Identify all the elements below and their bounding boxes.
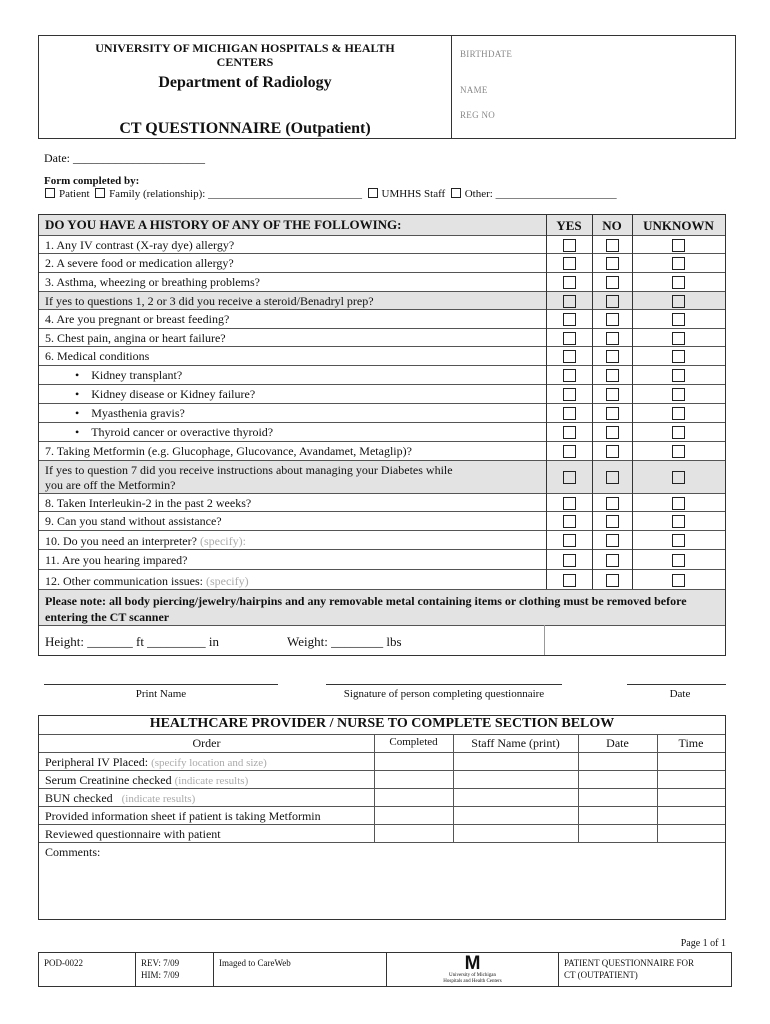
- question-text: [75, 406, 185, 420]
- question-row: [39, 346, 725, 365]
- form-code: POD-0022: [39, 953, 136, 986]
- question-row: [39, 403, 725, 422]
- question-row: [39, 384, 725, 403]
- print-name-label: Print Name: [135, 688, 187, 700]
- doc-title-line-1: PATIENT QUESTIONNAIRE FOR: [564, 958, 695, 968]
- patient-option: Patient: [59, 188, 90, 200]
- order-label: [45, 773, 248, 788]
- height-field[interactable]: Height: _______ ft _________ in: [45, 634, 220, 649]
- signature-label: Signature of person completing questionnaire: [343, 688, 545, 700]
- answer-unknown-checkbox[interactable]: [672, 239, 685, 252]
- order-row: [39, 752, 725, 770]
- name-label: NAME: [460, 85, 488, 95]
- measurements-row: [39, 625, 725, 655]
- answer-yes-checkbox[interactable]: [563, 574, 576, 587]
- bullet-icon: •: [75, 406, 80, 420]
- staff-checkbox[interactable]: [368, 188, 378, 198]
- answer-yes-checkbox[interactable]: [563, 407, 576, 420]
- answer-no-checkbox[interactable]: [606, 257, 619, 270]
- answer-unknown-checkbox[interactable]: [672, 276, 685, 289]
- questionnaire-heading: DO YOU HAVE A HISTORY OF ANY OF THE FOLLOWING:: [45, 217, 402, 232]
- question-hint: (specify): [205, 574, 249, 588]
- answer-unknown-checkbox[interactable]: [672, 369, 685, 382]
- department-name: Department of Radiology: [158, 74, 332, 91]
- order-label: [45, 755, 267, 770]
- family-option: Family (relationship): ____________________________: [109, 188, 363, 200]
- column-divider: [592, 215, 593, 589]
- question-row: [39, 309, 725, 328]
- question-row: [39, 235, 725, 253]
- question-text: 1. Any IV contrast (X-ray dye) allergy?: [45, 238, 235, 252]
- question-text: 7. Taking Metformin (e.g. Glucophage, Glucovance, Avandamet, Metaglip)?: [45, 444, 412, 458]
- question-row: [39, 493, 725, 511]
- answer-no-checkbox[interactable]: [606, 239, 619, 252]
- question-row: [39, 365, 725, 384]
- other-option: Other: ______________________: [464, 188, 617, 200]
- order-label: Reviewed questionnaire with patient: [45, 827, 221, 841]
- question-label: Thyroid cancer or overactive thyroid?: [91, 425, 274, 439]
- staff-option: UMHHS Staff: [381, 188, 446, 200]
- answer-no-checkbox[interactable]: [606, 313, 619, 326]
- order-hint: (indicate results): [121, 793, 196, 805]
- col-time-header: Time: [678, 736, 704, 750]
- answer-yes-checkbox[interactable]: [563, 426, 576, 439]
- question-label: Kidney disease or Kidney failure?: [91, 387, 256, 401]
- other-checkbox[interactable]: [451, 188, 461, 198]
- header-title-block: [39, 36, 452, 138]
- order-label: [45, 791, 195, 806]
- order-row: [39, 824, 725, 842]
- answer-yes-checkbox[interactable]: [563, 257, 576, 270]
- doc-title-line-2: CT (OUTPATIENT): [564, 970, 638, 980]
- question-text: 5. Chest pain, angina or heart failure?: [45, 331, 226, 345]
- answer-no-checkbox[interactable]: [606, 574, 619, 587]
- answer-unknown-checkbox[interactable]: [672, 388, 685, 401]
- print-name-line[interactable]: [44, 684, 278, 685]
- answer-unknown-checkbox[interactable]: [672, 497, 685, 510]
- col-staff-header: Staff Name (print): [471, 736, 560, 750]
- col-no-header: NO: [602, 218, 622, 233]
- question-row: [39, 291, 725, 309]
- answer-no-checkbox[interactable]: [606, 388, 619, 401]
- answer-no-checkbox[interactable]: [606, 515, 619, 528]
- answer-unknown-checkbox[interactable]: [672, 332, 685, 345]
- answer-unknown-checkbox[interactable]: [672, 534, 685, 547]
- removable-metal-note: Please note: all body piercing/jewelry/hairpins and any removable metal containing items or clothing must be removed before entering the CT scanner: [45, 594, 687, 624]
- answer-no-checkbox[interactable]: [606, 369, 619, 382]
- answer-no-checkbox[interactable]: [606, 295, 619, 308]
- comments-label: Comments:: [45, 845, 101, 859]
- answer-no-checkbox[interactable]: [606, 445, 619, 458]
- rev-date: REV: 7/09: [141, 958, 180, 968]
- document-title: [559, 953, 731, 986]
- question-text: 9. Can you stand without assistance?: [45, 514, 222, 528]
- question-hint: (specify):: [199, 534, 246, 548]
- answer-yes-checkbox[interactable]: [563, 295, 576, 308]
- birthdate-label: BIRTHDATE: [460, 49, 513, 59]
- question-text: 4. Are you pregnant or breast feeding?: [45, 312, 230, 326]
- question-label: 10. Do you need an interpreter?: [45, 534, 197, 548]
- question-text: 2. A severe food or medication allergy?: [45, 256, 234, 270]
- column-divider: [632, 215, 633, 589]
- answer-yes-checkbox[interactable]: [563, 332, 576, 345]
- column-divider: [578, 734, 579, 842]
- healthcare-provider-section: [38, 715, 726, 920]
- column-divider: [453, 734, 454, 842]
- comments-row[interactable]: [39, 842, 725, 919]
- answer-no-checkbox[interactable]: [606, 471, 619, 484]
- answer-yes-checkbox[interactable]: [563, 554, 576, 567]
- question-row: [39, 253, 725, 272]
- column-divider: [657, 734, 658, 842]
- answer-no-checkbox[interactable]: [606, 276, 619, 289]
- bullet-icon: •: [75, 387, 80, 401]
- date-label: Date: [669, 688, 691, 700]
- answer-yes-checkbox[interactable]: [563, 239, 576, 252]
- question-text: [75, 387, 255, 401]
- order-text: Peripheral IV Placed:: [45, 755, 149, 769]
- him-date: HIM: 7/09: [141, 970, 180, 980]
- answer-unknown-checkbox[interactable]: [672, 445, 685, 458]
- completed-by-options: [45, 188, 617, 200]
- answer-yes-checkbox[interactable]: [563, 445, 576, 458]
- question-text: [75, 368, 182, 382]
- col-order-header: Order: [192, 736, 221, 750]
- answer-no-checkbox[interactable]: [606, 426, 619, 439]
- answer-unknown-checkbox[interactable]: [672, 313, 685, 326]
- answer-yes-checkbox[interactable]: [563, 276, 576, 289]
- question-label: 12. Other communication issues:: [45, 574, 203, 588]
- order-row: [39, 806, 725, 824]
- col-yes-header: YES: [556, 218, 582, 233]
- weight-field[interactable]: Weight: ________ lbs: [287, 634, 402, 649]
- question-text: If yes to questions 1, 2 or 3 did you receive a steroid/Benadryl prep?: [45, 294, 374, 308]
- form-footer: [38, 952, 732, 987]
- answer-yes-checkbox[interactable]: [563, 350, 576, 363]
- bullet-icon: •: [75, 368, 80, 382]
- question-text: 8. Taken Interleukin-2 in the past 2 weeks?: [45, 496, 252, 510]
- answer-no-checkbox[interactable]: [606, 350, 619, 363]
- answer-yes-checkbox[interactable]: [563, 534, 576, 547]
- answer-unknown-checkbox[interactable]: [672, 257, 685, 270]
- answer-yes-checkbox[interactable]: [563, 369, 576, 382]
- page-number: Page 1 of 1: [680, 938, 726, 949]
- form-title: CT QUESTIONNAIRE (Outpatient): [119, 120, 371, 137]
- answer-unknown-checkbox[interactable]: [672, 515, 685, 528]
- question-text-line1: If yes to question 7 did you receive instructions about managing your Diabetes while: [45, 463, 453, 477]
- question-row: [39, 460, 725, 493]
- imaged-to: Imaged to CareWeb: [214, 953, 387, 986]
- question-row: [39, 569, 725, 589]
- healthcare-heading: HEALTHCARE PROVIDER / NURSE TO COMPLETE SECTION BELOW: [149, 716, 615, 731]
- block-m-icon: M: [464, 953, 481, 974]
- answer-yes-checkbox[interactable]: [563, 497, 576, 510]
- answer-no-checkbox[interactable]: [606, 497, 619, 510]
- question-row: [39, 422, 725, 441]
- date-line[interactable]: [627, 684, 726, 685]
- order-hint: (specify location and size): [151, 757, 267, 769]
- answer-unknown-checkbox[interactable]: [672, 471, 685, 484]
- question-row: [39, 530, 725, 549]
- university-name: UNIVERSITY OF MICHIGAN HOSPITALS & HEALTH CENTERS: [95, 41, 395, 69]
- answer-no-checkbox[interactable]: [606, 554, 619, 567]
- um-logo: [387, 953, 559, 986]
- patient-checkbox[interactable]: [45, 188, 55, 198]
- header-box: [38, 35, 736, 139]
- answer-no-checkbox[interactable]: [606, 534, 619, 547]
- answer-unknown-checkbox[interactable]: [672, 407, 685, 420]
- answer-no-checkbox[interactable]: [606, 332, 619, 345]
- answer-unknown-checkbox[interactable]: [672, 295, 685, 308]
- answer-unknown-checkbox[interactable]: [672, 574, 685, 587]
- bullet-icon: •: [75, 425, 80, 439]
- answer-yes-checkbox[interactable]: [563, 388, 576, 401]
- col-unknown-header: UNKNOWN: [643, 218, 714, 233]
- answer-no-checkbox[interactable]: [606, 407, 619, 420]
- answer-yes-checkbox[interactable]: [563, 313, 576, 326]
- answer-yes-checkbox[interactable]: [563, 471, 576, 484]
- signature-line[interactable]: [326, 684, 562, 685]
- col-date-header: Date: [606, 736, 629, 750]
- note-row: [39, 589, 725, 625]
- order-text: BUN checked: [45, 791, 113, 805]
- question-row: [39, 511, 725, 530]
- question-row: [39, 328, 725, 346]
- revision-info: [136, 953, 214, 986]
- regno-label: REG NO: [460, 110, 496, 120]
- healthcare-header-row: [39, 734, 725, 752]
- col-completed-header: Completed: [389, 736, 438, 748]
- questionnaire-header-row: [39, 215, 725, 235]
- column-divider: [546, 215, 547, 589]
- question-text: [75, 425, 273, 439]
- question-text: 6. Medical conditions: [45, 349, 150, 363]
- order-row: [39, 770, 725, 788]
- question-row: [39, 441, 725, 460]
- order-row: [39, 788, 725, 806]
- question-text: [45, 574, 249, 588]
- answer-unknown-checkbox[interactable]: [672, 554, 685, 567]
- order-text: Serum Creatinine checked: [45, 773, 172, 787]
- date-field[interactable]: Date: ______________________: [44, 151, 205, 165]
- question-text: 3. Asthma, wheezing or breathing problems?: [45, 275, 260, 289]
- answer-unknown-checkbox[interactable]: [672, 426, 685, 439]
- column-divider: [544, 625, 545, 655]
- order-label: Provided information sheet if patient is taking Metformin: [45, 809, 321, 823]
- logo-line-1: University of Michigan: [449, 973, 496, 978]
- history-questionnaire: [38, 214, 726, 656]
- completed-by-label: Form completed by:: [44, 175, 140, 187]
- question-text: [45, 534, 246, 548]
- question-row: [39, 549, 725, 569]
- column-divider: [374, 734, 375, 842]
- question-label: Myasthenia gravis?: [91, 406, 185, 420]
- order-hint: (indicate results): [174, 775, 249, 787]
- question-label: Kidney transplant?: [91, 368, 183, 382]
- question-row: [39, 272, 725, 291]
- answer-yes-checkbox[interactable]: [563, 515, 576, 528]
- question-text: 11. Are you hearing impared?: [45, 553, 188, 567]
- question-text-line2: you are off the Metformin?: [45, 478, 176, 492]
- answer-unknown-checkbox[interactable]: [672, 350, 685, 363]
- logo-line-2: Hospitals and Health Centers: [443, 979, 502, 984]
- family-checkbox[interactable]: [95, 188, 105, 198]
